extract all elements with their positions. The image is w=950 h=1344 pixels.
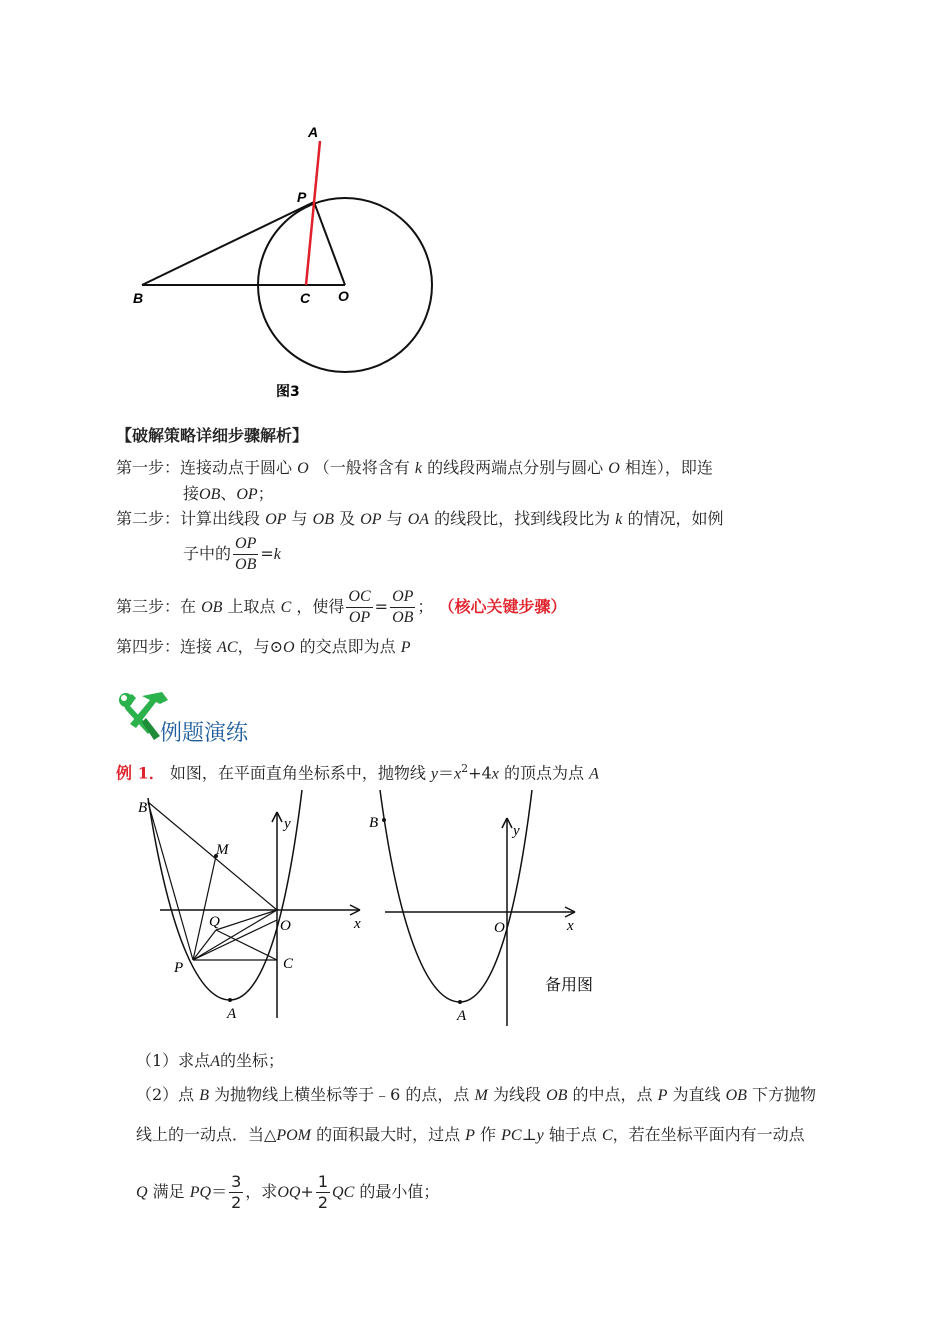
q2-line2-d: ⊥: [521, 1125, 537, 1144]
example-text-a: 如图，在平面直角坐标系中，抛物线: [169, 763, 426, 783]
segment-po: [314, 202, 345, 285]
step1-end: 相连），即连: [624, 458, 713, 477]
label-m: M: [216, 842, 229, 858]
label-o: O: [280, 918, 291, 934]
step2-ob: OB: [312, 511, 334, 528]
section-title: 例题演练: [160, 721, 249, 746]
q2-p: P: [657, 1087, 668, 1104]
step2-end: 的情况，如例: [627, 509, 724, 528]
step2-op: OP: [265, 511, 287, 528]
q2-plus: +: [300, 1182, 314, 1201]
frac-num: OP: [390, 587, 415, 608]
example-a: A: [589, 765, 599, 783]
step2-k: k: [615, 511, 623, 528]
segment-po: [193, 910, 277, 960]
point-b: [382, 818, 386, 822]
step3-c: C: [280, 599, 292, 616]
q2-line3-b: ，求: [245, 1182, 278, 1201]
step1-o2: O: [608, 460, 620, 477]
step1-ob: OB: [199, 486, 221, 503]
graph-1: [130, 790, 380, 1025]
q1-text: （1）求点: [136, 1051, 211, 1070]
point-a: [458, 1000, 462, 1004]
step1-k: k: [414, 460, 422, 477]
eq-x2: x: [491, 765, 499, 783]
q2-b: B: [199, 1087, 210, 1104]
q2-line3-eq: ＝: [211, 1182, 228, 1201]
q2-line2-a: 线上的一动点．当△: [136, 1125, 277, 1144]
q2-ob: OB: [546, 1087, 568, 1104]
key-step-note: （核心关键步骤）: [438, 597, 567, 616]
step4-o: O: [282, 639, 295, 656]
step2-prefix: 第二步：计算出线段: [116, 509, 261, 528]
step2-line2: 子中的: [183, 544, 232, 563]
fraction-op-ob-2: [390, 587, 415, 628]
q2-y: y: [536, 1127, 544, 1144]
step2-c: 与: [386, 509, 403, 528]
label-c: C: [300, 290, 311, 306]
step2-b: 及: [339, 509, 356, 528]
step1-op: OP: [236, 486, 258, 503]
example-1-statement: [116, 758, 599, 785]
strategy-heading: 【破解策略详细步骤解析】: [116, 426, 309, 445]
segment-bp: [142, 202, 314, 285]
step4-p: P: [400, 639, 411, 656]
example-label: 例 1．: [116, 763, 165, 783]
segment-qo: [216, 910, 277, 930]
step1-line2-end: ；: [257, 484, 274, 503]
label-p: P: [174, 960, 184, 976]
eq-mid: ＝: [438, 763, 455, 783]
q2-pom: POM: [276, 1127, 311, 1144]
step2-a: 与: [291, 509, 308, 528]
label-b: B: [138, 800, 148, 816]
label-x: x: [567, 918, 574, 934]
q2-line2-c: 作: [480, 1125, 497, 1144]
label-y: y: [513, 823, 520, 839]
step1-o: O: [297, 460, 309, 477]
frac-den: 2: [317, 1193, 329, 1212]
figure-caption: 图3: [276, 384, 300, 400]
eq-x: x: [454, 765, 462, 783]
label-x: x: [354, 916, 361, 932]
step3-eq: =: [374, 597, 389, 616]
eq-sup: 2: [461, 762, 469, 775]
label-q: Q: [209, 914, 220, 930]
step4-ac: AC: [217, 639, 238, 656]
label-c: C: [283, 956, 294, 972]
q2-line2-e: 轴于点: [548, 1125, 597, 1144]
q2-q: Q: [136, 1184, 148, 1201]
step3-ob: OB: [201, 599, 223, 616]
step1-line2-a: 接: [183, 484, 200, 503]
step2-op2: OP: [360, 511, 382, 528]
step-2-line-2: [183, 534, 281, 575]
q2-pq: PQ: [189, 1184, 212, 1201]
figure-3-diagram: [120, 115, 450, 415]
question-2-line-3: [136, 1172, 439, 1213]
frac-num: OP: [233, 534, 258, 555]
step2-d: 的线段比，找到线段比为: [434, 509, 611, 528]
step3-b: ，使得: [296, 597, 345, 616]
q2-text-e: 为直线: [672, 1085, 721, 1104]
step2-eq: =: [260, 544, 274, 563]
question-2-line-1: [136, 1084, 816, 1107]
q2-a: （2）点: [136, 1085, 195, 1104]
step3-semi: ；: [417, 597, 434, 616]
frac-den: 2: [231, 1193, 242, 1212]
q2-p2: P: [465, 1127, 475, 1144]
frac-num: OC: [346, 587, 372, 608]
frac-num: 3: [231, 1172, 242, 1191]
q2-text-c: 为线段: [492, 1085, 541, 1104]
step-4: [116, 636, 411, 659]
frac-num: 1: [317, 1172, 329, 1191]
step-1-line-1: [116, 457, 713, 480]
step1-mid2: 的线段两端点分别与圆心: [427, 458, 604, 477]
q2-line3-a: 满足: [152, 1182, 185, 1201]
eq-y: y: [430, 765, 439, 783]
label-b: B: [133, 290, 144, 306]
step3-a: 上取点: [227, 597, 276, 616]
frac-den: OB: [392, 609, 414, 626]
q2-text-b: 为抛物线上横坐标等于﹣6 的点，点: [214, 1085, 470, 1104]
step4-a: ，与⊙: [237, 637, 283, 656]
step-3: [116, 587, 567, 628]
step-2-line-1: [116, 508, 723, 531]
segment-bp: [148, 802, 193, 960]
q2-m: M: [474, 1087, 488, 1104]
label-a: A: [308, 124, 319, 140]
step4-b: 的交点即为点: [299, 637, 396, 656]
q2-line2-b: 的面积最大时，过点: [316, 1125, 461, 1144]
q2-ob2: OB: [725, 1087, 747, 1104]
step4-prefix: 第四步：连接: [116, 637, 213, 656]
q2-line3-c: 的最小值；: [359, 1182, 440, 1201]
step-1-line-2: [183, 483, 274, 506]
q1-a: A: [210, 1053, 220, 1070]
q2-text-d: 的中点，点: [572, 1085, 653, 1104]
fraction-3-2: [229, 1172, 243, 1213]
example-text-b: 的顶点为点: [503, 763, 584, 783]
step1-mid: （一般将含有: [313, 458, 410, 477]
fraction-oc-op: [346, 587, 372, 628]
q2-pc: PC: [501, 1127, 522, 1144]
graph-2: [360, 790, 610, 1030]
frac-den: OB: [235, 556, 257, 573]
question-1: [136, 1050, 284, 1073]
fraction-1-2: [316, 1172, 330, 1213]
q2-text-f: 下方抛物: [752, 1085, 817, 1104]
fraction-op-ob: [233, 534, 258, 575]
point-a: [228, 998, 232, 1002]
eq-rest: +4: [468, 763, 492, 783]
step1-sep: 、: [220, 484, 237, 503]
step3-prefix: 第三步：在: [116, 597, 197, 616]
label-a: A: [457, 1008, 467, 1024]
label-y: y: [284, 816, 291, 832]
question-2-line-2: [136, 1124, 805, 1147]
label-a: A: [227, 1006, 237, 1022]
label-o: O: [494, 920, 505, 936]
step1-prefix: 第一步：连接动点于圆心: [116, 458, 293, 477]
backup-figure-caption: 备用图: [545, 975, 594, 994]
step2-k2: k: [273, 546, 281, 563]
q2-line2-f: ，若在坐标平面内有一动点: [612, 1125, 805, 1144]
label-p: P: [297, 189, 307, 205]
q2-c: C: [601, 1127, 613, 1144]
label-b: B: [369, 815, 379, 831]
q2-oq: OQ: [277, 1184, 301, 1201]
step2-oa: OA: [407, 511, 430, 528]
label-o: O: [338, 288, 349, 304]
q2-qc: QC: [332, 1184, 355, 1201]
q1-end: 的坐标；: [219, 1051, 284, 1070]
frac-den: OP: [348, 609, 371, 626]
